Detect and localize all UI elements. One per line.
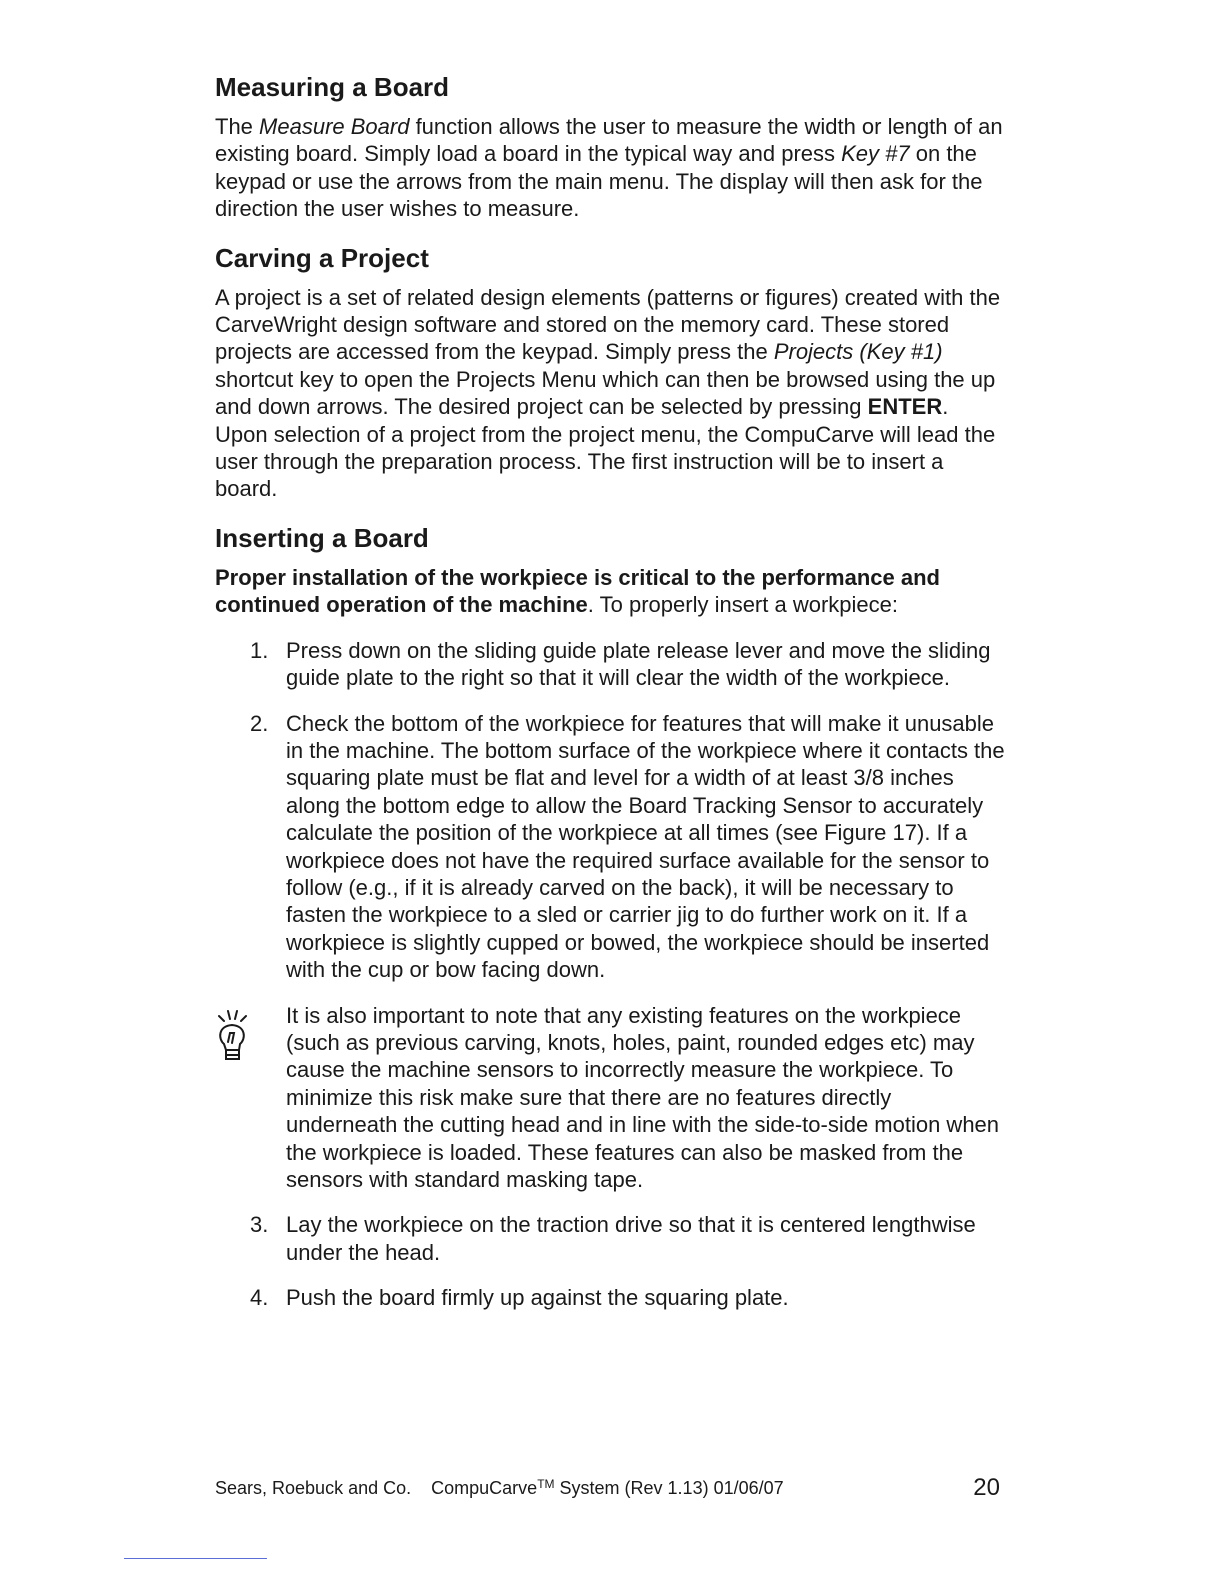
emphasis-key-7: Key #7 <box>841 141 910 167</box>
emphasis-measure-board: Measure Board <box>259 114 410 139</box>
list-item <box>215 1211 1005 1266</box>
text-run: on the keypad or use the arrows from the main menu. The display will then ask for the direction the user wishes to measure. <box>215 141 983 222</box>
step-number: 3. <box>250 1212 269 1238</box>
step-number: 1. <box>250 637 269 663</box>
tip-text: It is also important to note that any existing features on the workpiece (such as previous carving, knots, holes, paint, rounded edges etc) may cause the machine sensors to incorrectly measure the workpiece. To minimize this risk make sure that there are no features directly underneath the cutting head and in line with the side-to-side motion when the workpiece is loaded. These features can also be masked from the sensors with standard masking tape. <box>286 1002 1000 1192</box>
paragraph-measuring <box>215 113 1005 223</box>
text-run: shortcut key to open the Projects Menu which can then be browsed using the up and down arrows. The desired project can be selected by pressing <box>215 366 996 420</box>
heading-inserting-a-board: Inserting a Board <box>215 522 429 553</box>
strong-enter: ENTER <box>867 394 943 420</box>
steps-list <box>215 637 1005 984</box>
step-number: 2. <box>250 710 269 736</box>
text-run: A project is a set of related design elements (patterns or figures) created with the CarveWright design software and stored on the memory card. These stored projects are accessed from the keypad. Simply press the <box>215 284 1001 365</box>
step-text: Push the board firmly up against the squaring plate. <box>286 1285 789 1311</box>
text-run: The <box>215 114 260 139</box>
step-text: Lay the workpiece on the traction drive so that it is centered lengthwise under the head. <box>286 1212 976 1265</box>
step-text: Press down on the sliding guide plate release lever and move the sliding guide plate to the right so that it will clear the width of the workpiece. <box>286 637 991 691</box>
emphasis-projects-key-1: Projects (Key #1) <box>773 339 943 365</box>
footer-revision: System (Rev 1.13) 01/06/07 <box>559 1478 784 1498</box>
lightbulb-icon <box>215 1006 251 1068</box>
page-footer <box>215 1474 1000 1506</box>
page-number: 20 <box>973 1474 1000 1501</box>
step-text: Check the bottom of the workpiece for features that will make it unusable in the machine. The bottom surface of the workpiece where it contacts the squaring plate must be flat and level for a width of at least 3/8 inches along the bottom edge to allow the Board Tracking Sensor to accurately calculate the position of the workpiece at all times (see Figure 17). If a workpiece does not have the required surface available for the sensor to follow (e.g., if it is already carved on the back), it will be necessary to fasten the workpiece to a sled or carrier jig to do further work on it. If a workpiece is slightly cupped or bowed, the workpiece should be inserted with the cup or bow facing down. <box>286 710 1005 983</box>
bottom-rule-divider <box>124 1558 267 1559</box>
text-run: . To properly insert a workpiece: <box>587 592 898 618</box>
footer-trademark: TM <box>537 1477 555 1491</box>
list-item <box>215 710 1005 984</box>
strong-installation-warning: Proper installation of the workpiece is critical to the performance and continued operation of the machine <box>215 564 940 618</box>
text-run: function allows the user to measure the width or length of an existing board. Simply load a board in the typical way and press <box>215 114 1003 167</box>
steps-list-continued <box>215 1211 1005 1311</box>
text-run: . Upon selection of a project from the project menu, the CompuCarve will lead the user through the preparation process. The first instruction will be to insert a board. <box>215 394 996 502</box>
list-item <box>215 637 1005 692</box>
paragraph-inserting-intro <box>215 564 1005 619</box>
heading-carving-a-project: Carving a Project <box>215 242 429 273</box>
tip-note <box>215 1002 1005 1194</box>
footer-citation <box>215 1478 784 1499</box>
paragraph-carving <box>215 284 1005 503</box>
list-item <box>215 1284 1005 1311</box>
footer-publisher: Sears, Roebuck and Co. <box>215 1478 412 1498</box>
footer-product: CompuCarve <box>431 1478 538 1498</box>
document-page <box>215 70 1005 1330</box>
heading-measuring-a-board: Measuring a Board <box>215 72 450 102</box>
step-number: 4. <box>250 1285 269 1311</box>
